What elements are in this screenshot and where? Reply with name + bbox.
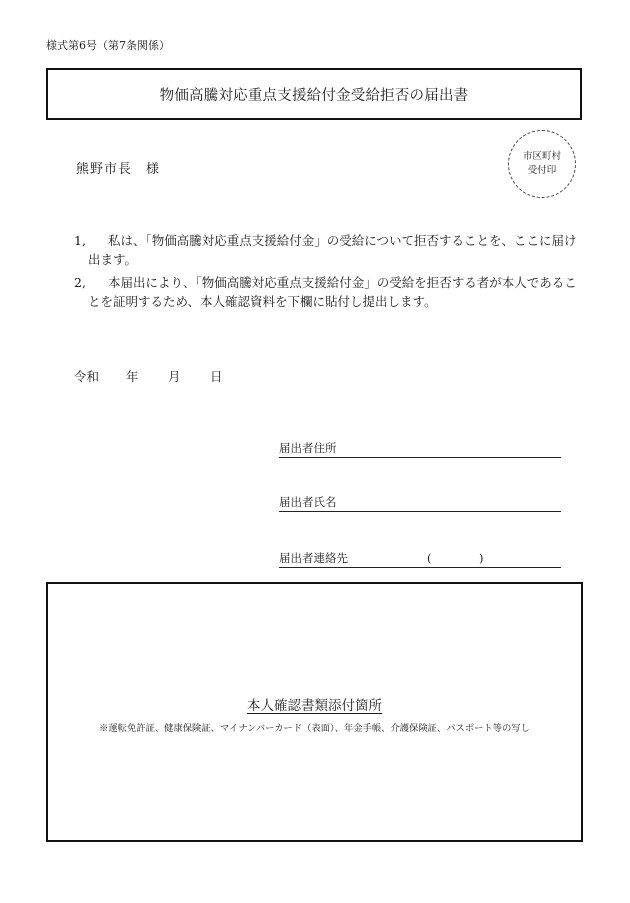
stamp-line-2: 受付印 [527, 165, 557, 176]
address-label: 届出者住所 [279, 441, 337, 455]
date-year-label: 年 [126, 369, 139, 384]
date-row [74, 367, 223, 385]
date-month-label: 月 [168, 369, 181, 384]
contact-paren-open: ( [427, 551, 432, 565]
clause-2 [74, 273, 584, 311]
attachment-title-row [48, 694, 581, 714]
clause-2-text: 本届出により、「物価高騰対応重点支援給付金」の受給を拒否する者が本人であることを証明するため、本人確認資料を下欄に貼付し提出します。 [88, 275, 577, 309]
date-day-label: 日 [210, 369, 223, 384]
date-era: 令和 [74, 369, 100, 384]
address-field[interactable] [279, 441, 561, 458]
clause-1-text: 私は、「物価高騰対応重点支援給付金」の受給について拒否することを、ここに届け出ます。 [88, 233, 577, 267]
id-document-attachment-box [46, 582, 583, 842]
contact-paren-close: ) [479, 551, 484, 565]
stamp-line-1: 市区町村 [522, 151, 561, 162]
contact-label: 届出者連絡先 [279, 551, 348, 565]
reception-stamp-area [508, 130, 576, 198]
clause-2-number: 2, [74, 275, 86, 290]
name-label: 届出者氏名 [279, 495, 337, 509]
clause-1-number: 1, [74, 233, 86, 248]
attachment-title: 本人確認書類添付箇所 [247, 698, 382, 714]
document-title-box [46, 68, 582, 120]
clause-1 [74, 231, 584, 269]
addressee: 熊野市長 様 [76, 162, 161, 177]
name-field[interactable] [279, 495, 561, 512]
attachment-note: ※運転免許証、健康保険証、マイナンバーカード（表面）、年金手帳、介護保険証、パスポート等の写し [99, 723, 530, 734]
contact-field[interactable] [279, 551, 561, 568]
form-number: 様式第6号（第7条関係） [46, 39, 170, 52]
document-title: 物価高騰対応重点支援給付金受給拒否の届出書 [159, 87, 469, 104]
